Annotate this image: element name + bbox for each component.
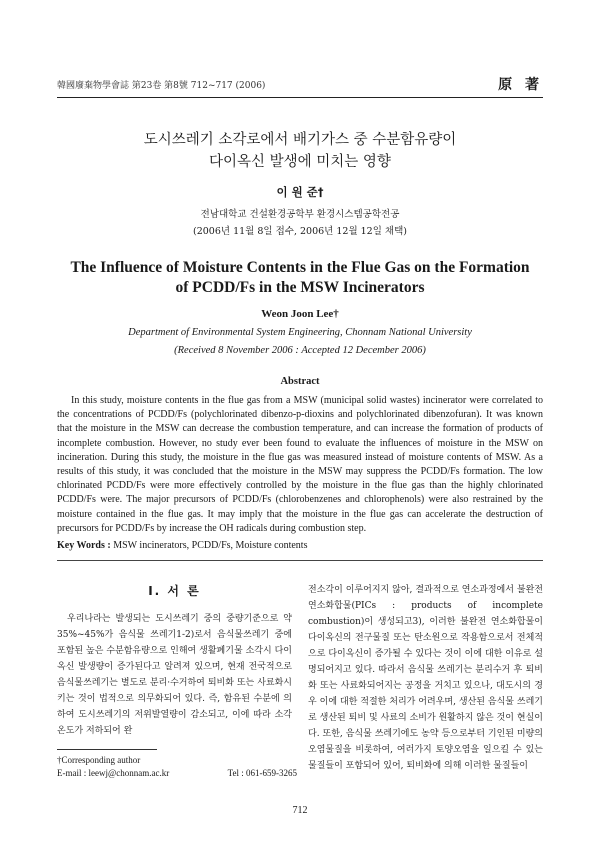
footnote-email: E-mail : leewj@chonnam.ac.kr: [57, 768, 170, 778]
running-header: [57, 78, 543, 96]
keywords-label: Key Words :: [57, 540, 111, 551]
footnote-corresponding: †Corresponding author: [57, 755, 141, 765]
intro-left-text: 우리나라는 발생되는 도시쓰레기 중의 중량기준으로 약 35%~45%가 음식물 쓰레기1-2)로서 음식물쓰레기 중에 포함된 높은 수분함유량으로 인해여 생활폐기물 소각시 다이옥신 발생량이 증가된다고 알려져 있으며, 현재 전국적으로 음식물쓰레기는 별도로 분리·수거하여 퇴비화 또는 사료화시키는 것이 법적으로 의무화되어 있다. 즉, 함유된 수분에 의하여 도시쓰레기의 저위발열량이 감소되고, 이에 따라 소각온도가 저하되어 완: [57, 614, 292, 736]
abstract-text: In this study, moisture contents in the flue gas from a MSW (municipal solid wastes) incinerator were correlated to the concentrations of PCDD/Fs (polychlorinated dibenzo-p-dioxins and polychlorinated dibenzofuran). It was known that the moisture in the MSW can decrease the combustion temperature, and can increase the formation of products of incomplete combustion. However, no study ever been found to evaluate the influences of moisture in the MSW on incineration. During this study, the moisture in the flue gas was measured instead of moisture contents of MSW. As a results of this study, it was concluded that the moisture in the MSW may suppress the PCDD/Fs formation. The low chlorinated PCDD/Fs were more effectively controlled by the moisture in the flue gas than the highly chlorinated PCDD/Fs were. The major precursors of PCDD/Fs (chlorobenzenes and chlorophenols) were also restrained by the moisture contained in the flue gas. It may imply that the moisture in the flue gas can accelerate the destruction of precursors for PCDD/Fs by increase the OH radicals during combustion step.: [57, 395, 543, 534]
journal-citation: 韓國廢棄物學會誌 第23卷 第8號 712~717 (2006): [57, 81, 266, 91]
section-title: I. 서 론: [148, 584, 201, 598]
korean-author: 이 원 준†: [276, 185, 324, 199]
left-column: [57, 582, 292, 739]
abstract-heading: Abstract: [280, 376, 320, 387]
footnote: [57, 754, 297, 780]
english-department: Department of Environmental System Engineering, Chonnam National University: [128, 327, 472, 338]
korean-affiliation: 전남대학교 건설환경공학부 환경시스템공학전공: [200, 209, 400, 220]
intro-right-text: 전소각이 이루어지지 않아, 결과적으로 연소과정에서 불완전연소화합물(PICs : products of incomplete combustion)이 생성되고3), 이러한 불완전 연소화합물이 다이옥신의 전구물질 또는 탄소원으로 작용함으로서 전체적으로 다이옥신이 증가될 수 있다는 것이 이에 대한 이유로 설명되어지고 있다. 따라서 음식물 쓰레기는 분리수거 후 퇴비화 또는 사료화되어지는 공정을 거치고 있으나, 대도시의 경우 이에 대한 적절한 처리가 어려우며, 생산된 음식물 쓰레기로 생산된 퇴비 및 사료의 소비가 원활하지 않은 것이 현실이다. 또한, 음식물 쓰레기에도 농약 등으로부터 기인된 미량의 오염물질을 비롯하여, 여러가지 토양오염을 일으킬 수 있는 물질들이 포함되어 있어, 퇴비화에 의해 이러한 물질들이: [308, 585, 543, 771]
footnote-rule: [57, 749, 157, 750]
korean-title-line2: 다이옥신 발생에 미치는 영향: [209, 154, 391, 170]
english-title: [0, 258, 600, 298]
header-rule: [57, 97, 543, 98]
keywords: [57, 540, 543, 551]
korean-title: [0, 129, 600, 173]
korean-dates: (2006년 11월 8일 접수, 2006년 12월 12일 채택): [192, 226, 407, 237]
article-type: 原 著: [498, 77, 543, 93]
english-dates: (Received 8 November 2006 : Accepted 12 December 2006): [174, 345, 426, 356]
korean-title-line1: 도시쓰레기 소각로에서 배기가스 중 수분함유량이: [143, 132, 457, 148]
english-title-line1: The Influence of Moisture Contents in the Flue Gas on the Formation: [70, 259, 530, 276]
section-rule: [57, 560, 543, 561]
keywords-text: MSW incinerators, PCDD/Fs, Moisture contents: [110, 540, 308, 551]
english-title-line2: of PCDD/Fs in the MSW Incinerators: [175, 279, 425, 296]
right-column: [308, 582, 543, 774]
page-number: 712: [292, 805, 308, 816]
footnote-tel: Tel : 061-659-3265: [227, 768, 297, 778]
english-author: Weon Joon Lee†: [261, 308, 339, 320]
